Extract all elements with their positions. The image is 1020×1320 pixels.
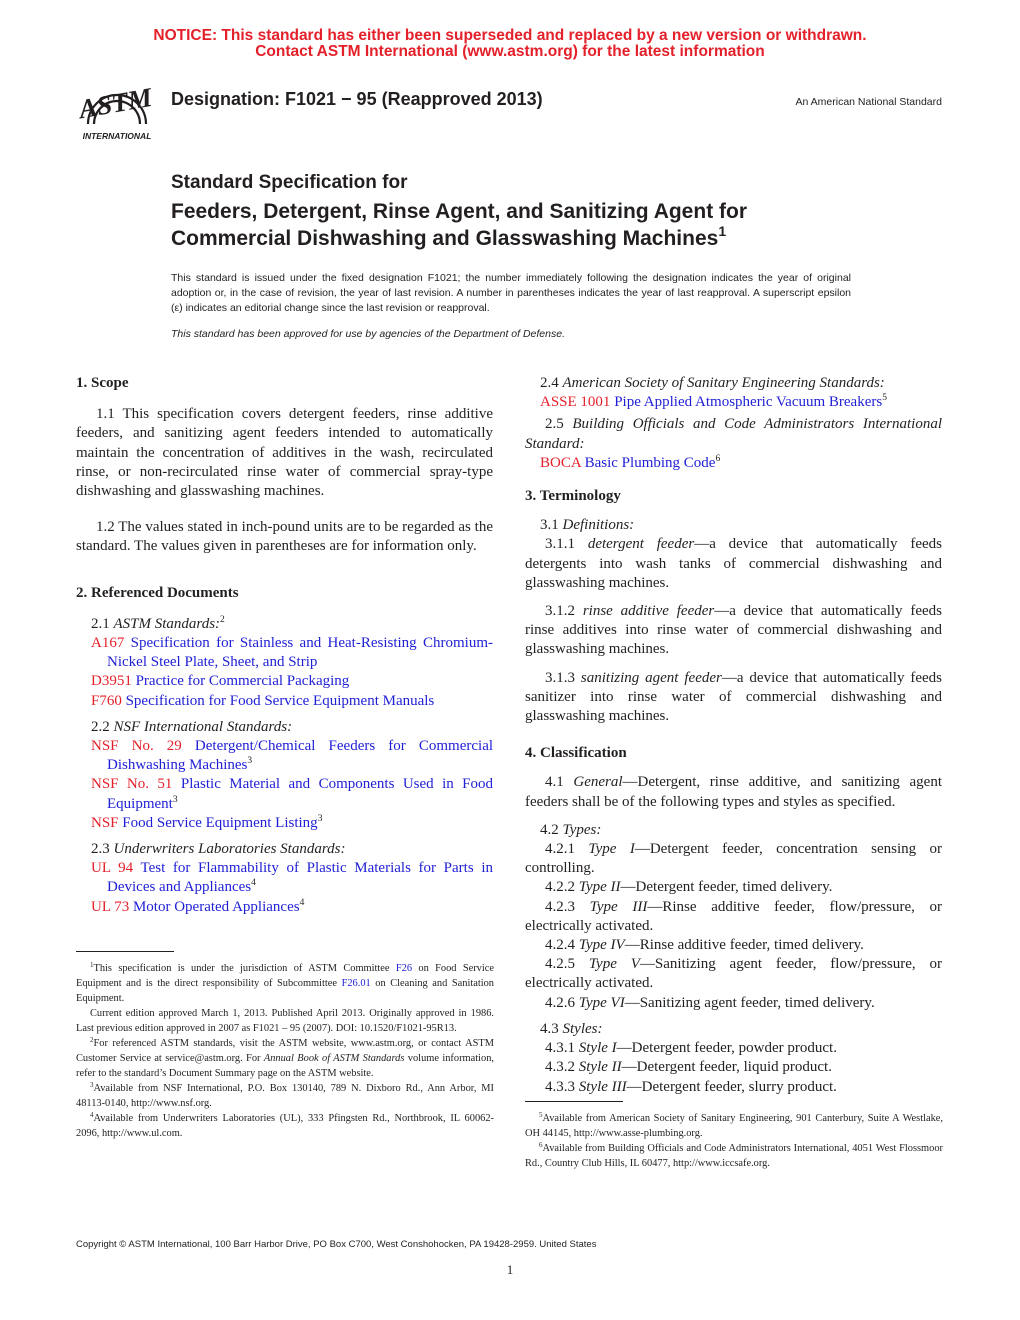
american-national-standard: An American National Standard: [795, 96, 942, 108]
boca-standards-label: 2.5 Building Officials and Code Administrators International Standard:: [525, 416, 942, 452]
title-line-2: Feeders, Detergent, Rinse Agent, and Sanitizing Agent for: [171, 200, 748, 223]
footnote-3: $^3$Available from NSF International, P.O. Box 130140, 789 N. Dixboro Rd., Ann Arbor, MI 48113-0140, http://www.nsf.org.: [76, 1081, 494, 1109]
section-1-heading: 1. Scope: [76, 375, 129, 391]
reference-item[interactable]: A167 Specification for Stainless and Heat-Resisting Chromium-Nickel Steel Plate, Sheet, and Strip: [91, 635, 493, 671]
reference-item[interactable]: UL 73 Motor Operated Appliances$^4$: [91, 897, 305, 915]
copyright: Copyright © ASTM International, 100 Barr Harbor Drive, PO Box C700, West Conshohocken, PA 19428-2959. United States: [76, 1239, 597, 1250]
footnotes-right: [525, 1111, 943, 1171]
style-item: 4.3.3 Style III—Detergent feeder, slurry product.: [545, 1078, 837, 1095]
footnote-4: $^4$Available from Underwriters Laboratories (UL), 333 Pfingsten Rd., Northbrook, IL 60062-2096, http://www.ul.com.: [76, 1111, 494, 1139]
astm-standards-label: 2.1 ASTM Standards:$^2$: [91, 614, 225, 632]
issued-statement: This standard is issued under the fixed designation F1021; the number immediately following the designation indicates the year of original adoption or, in the case of revision, the year of last revision. A number in parentheses indicates the year of last reapproval. A superscript epsilon (ε) indicates an editorial change since the last revision or reapproval.: [171, 272, 851, 314]
right-column: [525, 374, 942, 1097]
style-item: 4.3.2 Style II—Detergent feeder, liquid product.: [545, 1059, 832, 1076]
title-line-1: Standard Specification for: [171, 172, 408, 193]
reference-item[interactable]: NSF No. 51 Plastic Material and Components Used in Food Equipment$^3$: [91, 776, 493, 812]
asse-standards-label: 2.4 American Society of Sanitary Engineering Standards:: [540, 375, 885, 391]
type-item: 4.2.1 Type I—Detergent feeder, concentration sensing or controlling.: [525, 841, 942, 877]
link-f26-01[interactable]: F26.01: [341, 978, 371, 989]
definition-item: 3.1.2 rinse additive feeder—a device that automatically feeds rinse additives into rinse water of commercial dishwashing and glasswashing machines.: [525, 603, 943, 658]
footnote-1: $^1$This specification is under the jurisdiction of ASTM Committee F26 on Food Service Equipment and is the direct responsibility of Subcommittee F26.01 on Cleaning and Sanitation Equipment.: [76, 961, 494, 1004]
reference-item[interactable]: NSF No. 29 Detergent/Chemical Feeders for Commercial Dishwashing Machines$^3$: [91, 738, 494, 774]
type-item: 4.2.2 Type II—Detergent feeder, timed delivery.: [545, 879, 833, 896]
left-column: [76, 374, 493, 917]
para-4-1: 4.1 General—Detergent, rinse additive, and sanitizing agent feeders shall be of the following types and styles as specified.: [525, 774, 943, 810]
page-number: 1: [506, 1262, 514, 1277]
reference-item[interactable]: F760 Specification for Food Service Equipment Manuals: [91, 692, 435, 709]
footnotes-left: [76, 961, 494, 1141]
title-main: [171, 198, 747, 252]
section-3-heading: 3. Terminology: [525, 488, 621, 505]
nsf-standards-label: 2.2 NSF International Standards:: [91, 718, 293, 735]
section-2-heading: 2. Referenced Documents: [76, 584, 239, 601]
reference-item[interactable]: UL 94 Test for Flammability of Plastic Materials for Parts in Devices and Appliances$^4$: [91, 860, 493, 896]
type-item: 4.2.3 Type III—Rinse additive feeder, flow/pressure, or electrically activated.: [525, 898, 943, 934]
astm-ref-list: [76, 634, 493, 711]
footnote-rule-right: [525, 1101, 623, 1102]
type-item: 4.2.4 Type IV—Rinse additive feeder, timed delivery.: [545, 937, 864, 954]
ul-ref-list: [76, 859, 493, 917]
definition-item: 3.1.3 sanitizing agent feeder—a device that automatically feeds sanitizer into rinse water of commercial dishwashing and glasswashing machines.: [525, 669, 943, 725]
reference-item[interactable]: NSF Food Service Equipment Listing$^3$: [91, 813, 323, 831]
designation: Designation: F1021 − 95 (Reapproved 2013): [171, 89, 543, 109]
para-1-1: 1.1 This specification covers detergent feeders, rinse additive feeders, and sanitizing agent feeders intended to automatically maintain the concentration of additives in the wash, recirculated rinse, or non-recirculated rinse water of commercial spray-type dishwashing and glasswashing machines.: [76, 406, 493, 500]
nsf-ref-list: [76, 737, 493, 833]
astm-logo: [74, 72, 160, 144]
types-label: 4.2 Types:: [540, 821, 602, 838]
link-f26[interactable]: F26: [395, 963, 413, 974]
notice-line-2[interactable]: Contact ASTM International (www.astm.org) for the latest information: [255, 43, 765, 60]
dod-approval: This standard has been approved for use by agencies of the Department of Defense.: [171, 328, 565, 340]
footnote-rule-left: [76, 951, 174, 952]
notice-line-1: NOTICE: This standard has either been superseded and replaced by a new version or withdrawn.: [153, 27, 867, 44]
footnote-1-edition: Current edition approved March 1, 2013. Published April 2013. Originally approved in 1986. Last previous edition approved in 2007 as F1021 – 95 (2007). DOI: 10.1520/F1021-95R13.: [76, 1008, 494, 1034]
definitions-label: 3.1 Definitions:: [540, 517, 635, 534]
definition-item: 3.1.1 detergent feeder—a device that automatically feeds detergents into wash tanks of commercial dishwashing and glasswashing machines.: [525, 536, 942, 591]
footnote-5: $^5$Available from American Society of Sanitary Engineering, 901 Canterbury, Suite A Westlake, OH 44145, http://www.asse-plumbing.org.: [525, 1111, 943, 1139]
svg-text:ASTM: ASTM: [76, 81, 155, 125]
styles-label: 4.3 Styles:: [540, 1020, 603, 1037]
footnote-2: $^2$For referenced ASTM standards, visit the ASTM website, www.astm.org, or contact ASTM Customer Service at service@astm.org. For Annual Book of ASTM Standards volume information, refer to the standard’s Document Summary page on the ASTM website.: [76, 1036, 494, 1079]
style-item: 4.3.1 Style I—Detergent feeder, powder product.: [545, 1040, 837, 1057]
footnote-6: $^6$Available from Building Officials and Code Administrators International, 4051 West Flossmoor Rd., Country Club Hills, IL 60477, http://www.iccsafe.org.: [525, 1141, 943, 1169]
title-line-3: Commercial Dishwashing and Glasswashing Machines$^1$: [171, 223, 727, 250]
type-item: 4.2.6 Type VI—Sanitizing agent feeder, timed delivery.: [545, 994, 875, 1011]
para-1-2: 1.2 The values stated in inch-pound units are to be regarded as the standard. The values given in parentheses are for information only.: [76, 519, 493, 555]
ul-standards-label: 2.3 Underwriters Laboratories Standards:: [91, 841, 346, 858]
reference-item[interactable]: D3951 Practice for Commercial Packaging: [91, 673, 350, 690]
reference-item[interactable]: BOCA Basic Plumbing Code$^6$: [540, 453, 721, 471]
title-footnote-ref[interactable]: 1: [718, 223, 727, 239]
type-item: 4.2.5 Type V—Sanitizing agent feeder, flow/pressure, or electrically activated.: [525, 956, 942, 992]
reference-item[interactable]: ASSE 1001 Pipe Applied Atmospheric Vacuum Breakers$^5$: [540, 393, 887, 411]
section-4-heading: 4. Classification: [525, 745, 627, 762]
svg-text:INTERNATIONAL: INTERNATIONAL: [82, 131, 152, 141]
